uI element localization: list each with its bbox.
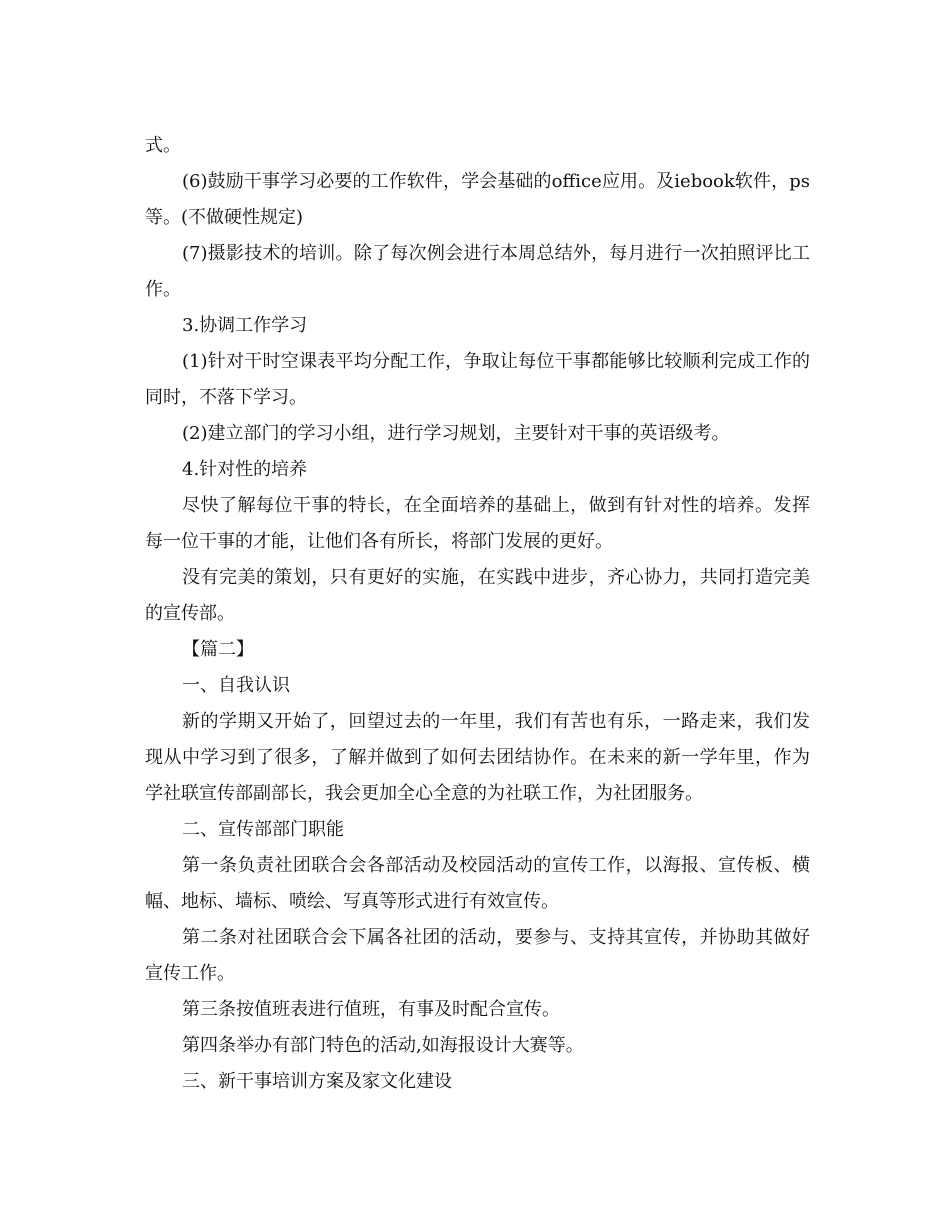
paragraph-conclusion: 没有完美的策划，只有更好的实施，在实践中进步，齐心协力，共同打造完美的宣传部。 <box>145 567 810 624</box>
document-body <box>145 128 810 1100</box>
paragraph-item-1: (1)针对干时空课表平均分配工作，争取让每位干事都能够比较顺利完成工作的同时，不落下学习。 <box>145 351 810 408</box>
heading-self-awareness: 一、自我认识 <box>182 675 290 696</box>
article-two: 第二条对社团联合会下属各社团的活动，要参与、支持其宣传，并协助其做好宣传工作。 <box>145 927 810 984</box>
paragraph-item-2: (2)建立部门的学习小组，进行学习规划，主要针对干事的英语级考。 <box>182 423 730 444</box>
section-heading-3: 3.协调工作学习 <box>182 315 308 336</box>
part-two-heading: 【篇二】 <box>182 639 254 660</box>
paragraph-item-6: (6)鼓励干事学习必要的工作软件，学会基础的office应用。及iebook软件，ps等。(不做硬性规定) <box>145 171 810 228</box>
paragraph-continuation: 式。 <box>145 135 181 156</box>
heading-department-functions: 二、宣传部部门职能 <box>182 819 344 840</box>
article-four: 第四条举办有部门特色的活动,如海报设计大赛等。 <box>182 1035 584 1056</box>
section-heading-4: 4.针对性的培养 <box>182 459 308 480</box>
paragraph-item-7: (7)摄影技术的培训。除了每次例会进行本周总结外，每月进行一次拍照评比工作。 <box>145 243 810 300</box>
paragraph-new-semester: 新的学期又开始了，回望过去的一年里，我们有苦也有乐，一路走来，我们发现从中学习到了很多，了解并做到了如何去团结协作。在未来的新一学年里，作为学社联宣传部副部长，我会更加全心全意的为社联工作，为社团服务。 <box>145 711 810 804</box>
paragraph-talent: 尽快了解每位干事的特长，在全面培养的基础上，做到有针对性的培养。发挥每一位干事的才能，让他们各有所长，将部门发展的更好。 <box>145 495 810 552</box>
heading-training-plan: 三、新干事培训方案及家文化建设 <box>182 1071 452 1092</box>
article-three: 第三条按值班表进行值班，有事及时配合宣传。 <box>182 999 560 1020</box>
article-one: 第一条负责社团联合会各部活动及校园活动的宣传工作，以海报、宣传板、横幅、地标、墙标、喷绘、写真等形式进行有效宣传。 <box>145 855 810 912</box>
